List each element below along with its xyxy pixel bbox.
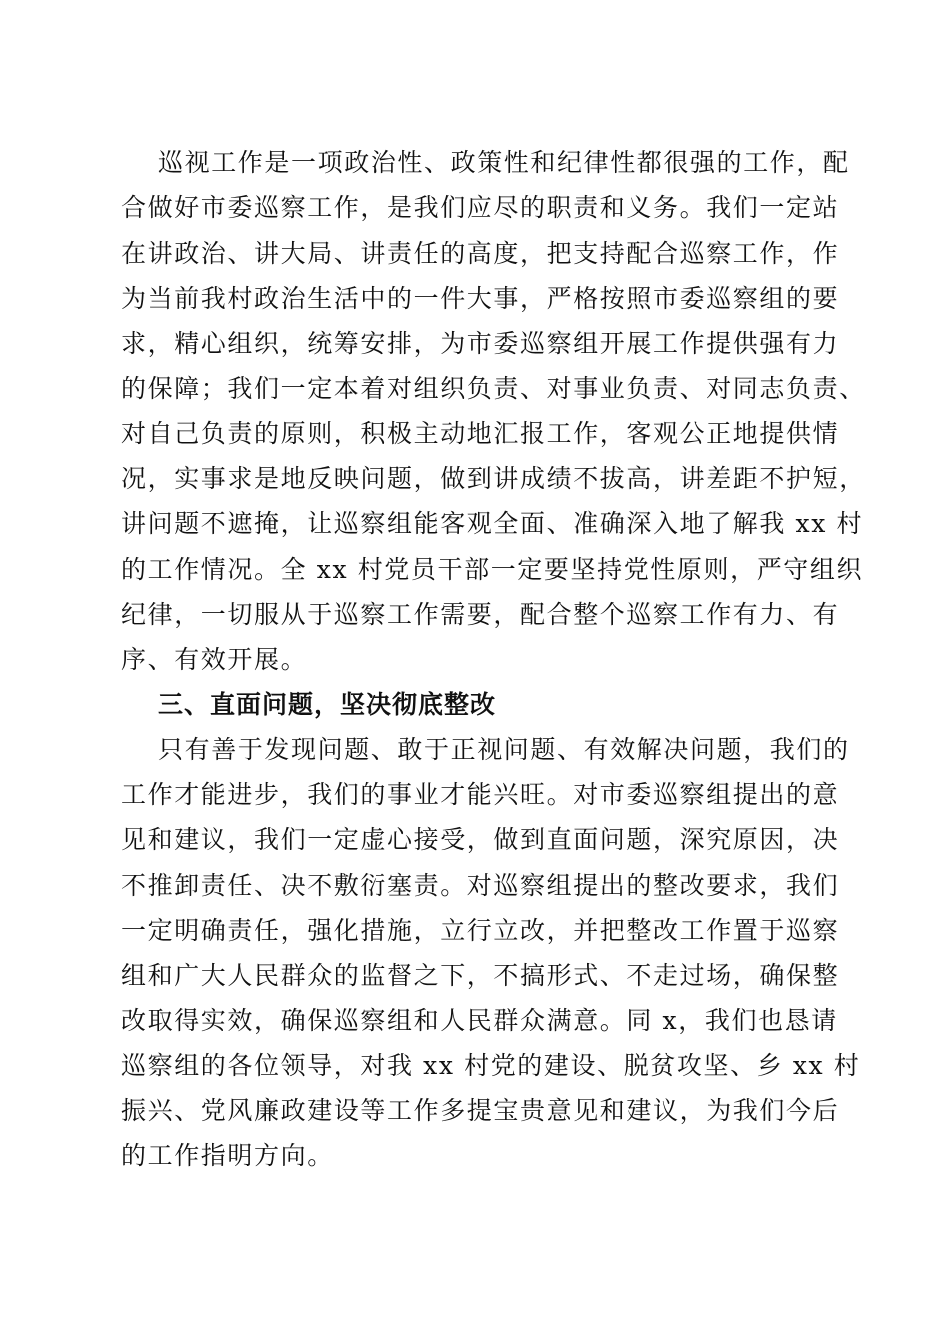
paragraph-line: 只有善于发现问题、敢于正视问题、有效解决问题，我们的	[158, 735, 850, 764]
paragraph-line: 在讲政治、讲大局、讲责任的高度，把支持配合巡察工作，作	[121, 239, 840, 268]
paragraph-line: 的工作情况。全 xx 村党员干部一定要坚持党性原则，严守组织	[121, 555, 864, 584]
paragraph-line: 合做好市委巡察工作，是我们应尽的职责和义务。我们一定站	[121, 193, 840, 222]
paragraph-line: 纪律，一切服从于巡察工作需要，配合整个巡察工作有力、有	[121, 600, 840, 629]
paragraph-line: 改取得实效，确保巡察组和人民群众满意。同 x，我们也恳请	[121, 1006, 838, 1035]
paragraph-line: 一定明确责任，强化措施，立行立改，并把整改工作置于巡察	[121, 916, 840, 945]
paragraph-line: 见和建议，我们一定虚心接受，做到直面问题，深究原因，决	[121, 825, 840, 854]
paragraph-line: 况，实事求是地反映问题，做到讲成绩不拔高，讲差距不护短，	[121, 464, 866, 493]
paragraph-line: 序、有效开展。	[121, 645, 308, 674]
paragraph-line: 对自己负责的原则，积极主动地汇报工作，客观公正地提供情	[121, 419, 840, 448]
paragraph-line: 讲问题不遮掩，让巡察组能客观全面、准确深入地了解我 xx 村	[121, 509, 864, 538]
paragraph-line: 巡察组的各位领导，对我 xx 村党的建设、脱贫攻坚、乡 xx 村	[121, 1051, 861, 1080]
paragraph-line: 振兴、党风廉政建设等工作多提宝贵意见和建议，为我们今后	[121, 1096, 840, 1125]
paragraph-line: 不推卸责任、决不敷衍塞责。对巡察组提出的整改要求，我们	[121, 871, 840, 900]
paragraph-line: 的保障；我们一定本着对组织负责、对事业负责、对同志负责、	[121, 374, 866, 403]
paragraph-line: 求，精心组织，统筹安排，为市委巡察组开展工作提供强有力	[121, 329, 840, 358]
paragraph-line: 组和广大人民群众的监督之下，不搞形式、不走过场，确保整	[121, 961, 840, 990]
paragraph-line: 的工作指明方向。	[121, 1141, 334, 1170]
section-heading: 三、直面问题，坚决彻底整改	[158, 690, 497, 719]
paragraph-line: 工作才能进步，我们的事业才能兴旺。对市委巡察组提出的意	[121, 780, 840, 809]
paragraph-line: 为当前我村政治生活中的一件大事，严格按照市委巡察组的要	[121, 284, 840, 313]
paragraph-line: 巡视工作是一项政治性、政策性和纪律性都很强的工作，配	[158, 148, 850, 177]
